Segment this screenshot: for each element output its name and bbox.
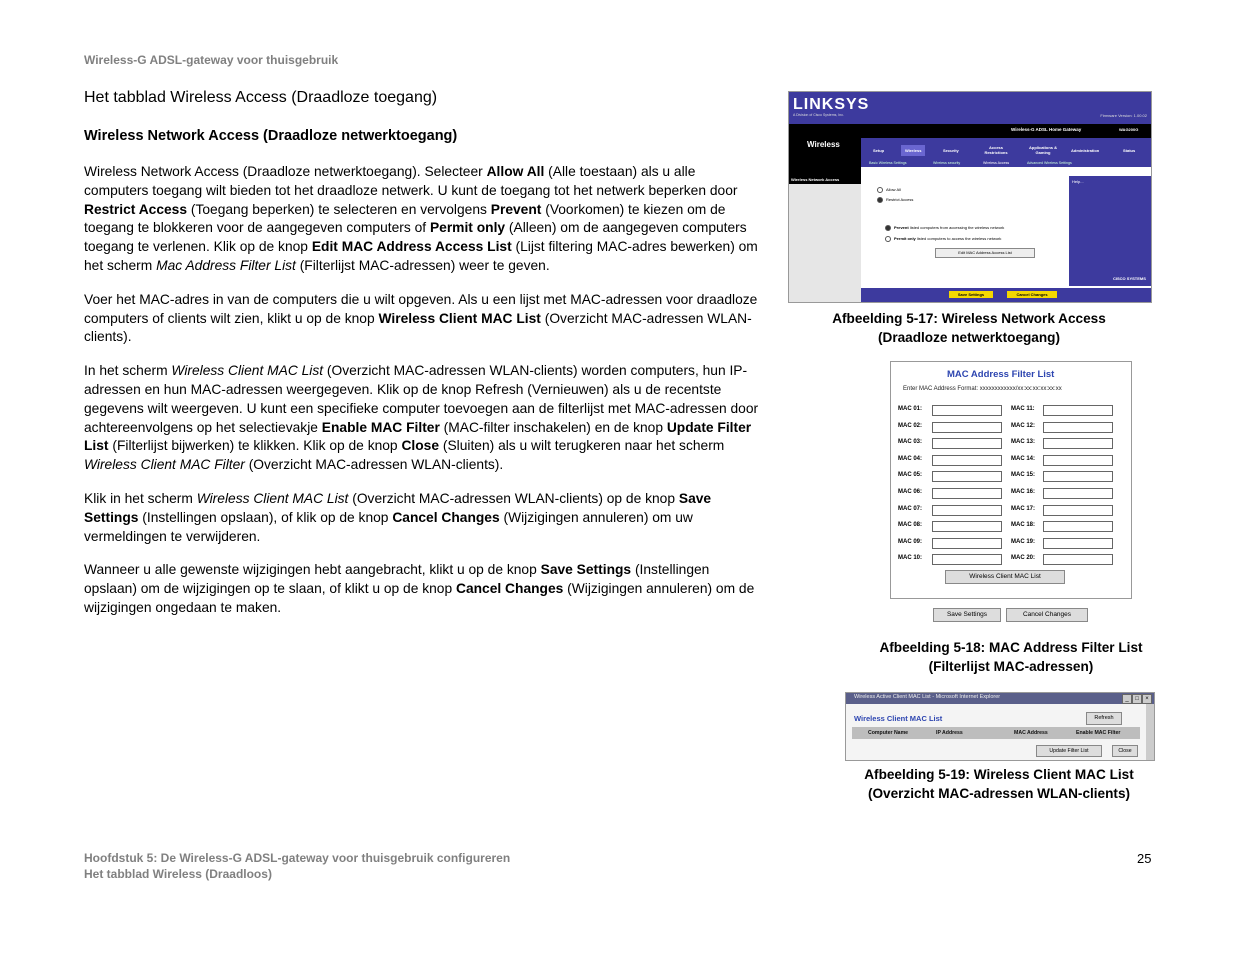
cancel-changes-button[interactable]: Cancel Changes [1006, 608, 1088, 622]
running-header: Wireless-G ADSL-gateway voor thuisgebruik [84, 53, 339, 67]
window-title: Wireless Active Client MAC List - Microsoft Internet Explorer [854, 694, 1001, 700]
cisco-logo: CISCO SYSTEMS [1113, 276, 1146, 281]
mac-input[interactable] [1043, 554, 1113, 565]
save-settings-button[interactable]: Save Settings [949, 291, 993, 298]
option-prevent[interactable]: Prevent listed computers from accessing the wireless network [885, 225, 1004, 231]
save-settings-button[interactable]: Save Settings [933, 608, 1001, 622]
mac-input[interactable] [932, 438, 1002, 449]
mac-label: MAC 18: [1011, 522, 1036, 529]
radio-icon[interactable] [877, 187, 883, 193]
mac-label: MAC 15: [1011, 472, 1036, 479]
section-label: Wireless [807, 140, 840, 149]
help-panel [1069, 176, 1151, 286]
column-ip-address: IP Address [936, 730, 963, 736]
mac-label: MAC 19: [1011, 538, 1036, 545]
mac-input[interactable] [932, 554, 1002, 565]
subtab-advanced[interactable]: Advanced Wireless Settings [1027, 161, 1072, 165]
column-enable-mac-filter: Enable MAC Filter [1076, 730, 1121, 736]
mac-input[interactable] [1043, 471, 1113, 482]
edit-mac-list-button[interactable]: Edit MAC Address Access List [935, 248, 1035, 258]
mac-label: MAC 01: [898, 406, 923, 412]
caption-figure-5-19: Afbeelding 5-19: Wireless Client MAC List (Overzicht MAC-adressen WLAN-clients) [864, 767, 1134, 801]
logo-tagline: A Division of Cisco Systems, Inc. [793, 113, 844, 117]
radio-selected-icon[interactable] [877, 197, 883, 203]
section-panel [789, 124, 861, 179]
tab-administration[interactable]: Administration [1071, 148, 1100, 153]
tab-applications-gaming[interactable]: Applications & Gaming [1028, 145, 1057, 155]
paragraph-2: Voer het MAC-adres in van de computers die u wilt opgeven. Als u een lijst met MAC-adressen voor draadloze computers of clients wilt zien, klikt u op de knop Wireless Client MAC List (Overzicht MAC-adressen WLAN-clients). [84, 291, 758, 345]
mac-label: MAC 05: [898, 472, 923, 479]
mac-input[interactable] [932, 505, 1002, 516]
mac-label: MAC 02: [898, 422, 923, 429]
mac-input[interactable] [932, 405, 1002, 416]
option-permit-only[interactable]: Permit only listed computers to access the wireless network [885, 236, 1001, 242]
mac-input[interactable] [932, 538, 1002, 549]
mac-label: MAC 08: [898, 522, 923, 529]
client-list-title: Wireless Client MAC List [854, 714, 943, 723]
body-text [84, 163, 760, 618]
mac-label: MAC 03: [898, 439, 923, 446]
product-bar [861, 124, 1151, 138]
mac-label: MAC 20: [1011, 555, 1036, 562]
close-icon[interactable]: × [1142, 694, 1152, 704]
caption-figure-5-17: Afbeelding 5-17: Wireless Network Access (Draadloze netwerktoegang) [832, 311, 1106, 345]
access-options [867, 176, 1067, 286]
close-button[interactable]: Close [1112, 745, 1138, 757]
tab-setup[interactable]: Setup [873, 148, 885, 153]
mac-input[interactable] [1043, 405, 1113, 416]
help-link[interactable]: Help... [1072, 179, 1084, 184]
minimize-icon[interactable]: _ [1122, 694, 1132, 704]
option-allow-all[interactable]: Allow All [877, 187, 901, 193]
model-number: WAG200G [1119, 127, 1139, 132]
tab-access-restrictions[interactable]: Access Restrictions [984, 145, 1008, 155]
mac-label: MAC 11: [1011, 406, 1035, 412]
maximize-icon[interactable]: □ [1132, 694, 1142, 704]
update-filter-list-button[interactable]: Update Filter List [1036, 745, 1102, 757]
mac-input[interactable] [932, 422, 1002, 433]
subtab-access[interactable]: Wireless Access [983, 161, 1010, 165]
tab-status[interactable]: Status [1123, 148, 1136, 153]
figure-wireless-network-access [788, 91, 1152, 303]
mac-input[interactable] [932, 455, 1002, 466]
mac-filter-title: MAC Address Filter List [947, 369, 1055, 380]
firmware-version: Firmware Version: 1.00.02 [1100, 113, 1147, 118]
mac-label: MAC 14: [1011, 455, 1036, 462]
mac-label: MAC 04: [898, 455, 923, 462]
cancel-changes-button[interactable]: Cancel Changes [1007, 291, 1057, 298]
radio-selected-icon[interactable] [885, 225, 891, 231]
column-mac-address: MAC Address [1014, 730, 1048, 736]
mac-label: MAC 10: [898, 555, 923, 562]
subtab-basic[interactable]: Basic Wireless Settings [869, 161, 907, 165]
subtab-security[interactable]: Wireless security [933, 161, 961, 165]
mac-input[interactable] [1043, 521, 1113, 532]
column-computer-name: Computer Name [868, 730, 909, 736]
product-name: Wireless-G ADSL Home Gateway [1011, 127, 1082, 132]
paragraph-4: Klik in het scherm Wireless Client MAC List (Overzicht MAC-adressen WLAN-clients) op de knop Save Settings (Instellingen opslaan), of klik op de knop Cancel Changes (Wijzigingen annuleren) om uw vermeldingen te verwijderen. [84, 490, 712, 544]
mac-input[interactable] [1043, 488, 1113, 499]
tab-security[interactable]: Security [943, 148, 959, 153]
tab-wireless[interactable]: Wireless [901, 145, 925, 156]
mac-label: MAC 06: [898, 489, 923, 495]
radio-icon[interactable] [885, 236, 891, 242]
paragraph-3: In het scherm Wireless Client MAC List (Overzicht MAC-adressen WLAN-clients) worden computers, hun IP-adressen en hun MAC-adressen weergegeven. Klik op de knop Refresh (Vernieuwen) als u de recentste gegevens wilt weergeven. U kunt een specifieke computer toevoegen aan de filterlijst met MAC-adressen door achtereenvolgens op het selectievakje Enable MAC Filter (MAC-filter inschakelen) en de knop Update Filter List (Filterlijst bijwerken) te klikken. Klik op de knop Close (Sluiten) als u wilt terugkeren naar het scherm Wireless Client MAC Filter (Overzicht MAC-adressen WLAN-clients). [84, 363, 759, 473]
paragraph-5: Wanneer u alle gewenste wijzigingen hebt aangebracht, klikt u op de knop Save Settings (Instellingen opslaan) om de wijzigingen op te slaan, of klikt u op de knop Cancel Changes (Wijzigingen annuleren) om de wijzigingen ongedaan te maken. [84, 562, 755, 615]
paragraph-1: Wireless Network Access (Draadloze netwerktoegang). Selecteer Allow All (Alle toestaan) als u alle computers toegang wilt bieden tot het draadloze netwerk. U kunt de toegang tot het netwerk beperken door Restrict Access (Toegang beperken) te selecteren en vervolgens Prevent (Voorkomen) te kiezen om de toegang te blokkeren voor de aangegeven computers of Permit only (Alleen) om de aangegeven computers toegang te verlenen. Klik op de knop Edit MAC Address Access List (Lijst filtering MAC-adres bewerken) om het scherm Mac Address Filter List (Filterlijst MAC-adressen) weer te geven. [84, 164, 758, 273]
figure-wireless-client-mac-list [845, 692, 1155, 761]
bottom-bar [861, 288, 1151, 302]
page-number: 25 [1137, 851, 1152, 866]
linksys-logo: LINKSYS [793, 96, 870, 113]
side-panel [789, 176, 861, 302]
option-restrict-access[interactable]: Restrict Access [877, 197, 913, 203]
mac-input[interactable] [1043, 438, 1113, 449]
figure-mac-filter-list [890, 361, 1132, 599]
side-label: Wireless Network Access [791, 177, 840, 182]
mac-label: MAC 17: [1011, 505, 1036, 512]
mac-label: MAC 13: [1011, 439, 1036, 446]
mac-label: MAC 09: [898, 538, 923, 545]
mac-input[interactable] [1043, 422, 1113, 433]
mac-label: MAC 12: [1011, 422, 1036, 429]
mac-label: MAC 16: [1011, 489, 1036, 495]
mac-input[interactable] [932, 488, 1002, 499]
footer: Hoofdstuk 5: De Wireless-G ADSL-gateway voor thuisgebruik configureren Het tabblad Wireless (Draadloos) [84, 851, 511, 881]
mac-input[interactable] [1043, 505, 1113, 516]
section-title: Het tabblad Wireless Access (Draadloze toegang) [84, 89, 438, 106]
refresh-button[interactable]: Refresh [1086, 712, 1122, 725]
mac-input[interactable] [1043, 455, 1113, 466]
scrollbar[interactable] [1146, 704, 1154, 760]
mac-input[interactable] [1043, 538, 1113, 549]
mac-label: MAC 07: [898, 505, 923, 512]
caption-figure-5-18: Afbeelding 5-18: MAC Address Filter List (Filterlijst MAC-adressen) [879, 640, 1143, 674]
mac-input[interactable] [932, 521, 1002, 532]
mac-format-hint: Enter MAC Address Format: xxxxxxxxxxxx/xx:xx:xx:xx:xx:xx [903, 386, 1062, 392]
mac-input[interactable] [932, 471, 1002, 482]
wireless-client-mac-list-button[interactable]: Wireless Client MAC List [945, 570, 1065, 584]
subsection-title: Wireless Network Access (Draadloze netwerktoegang) [84, 128, 458, 144]
